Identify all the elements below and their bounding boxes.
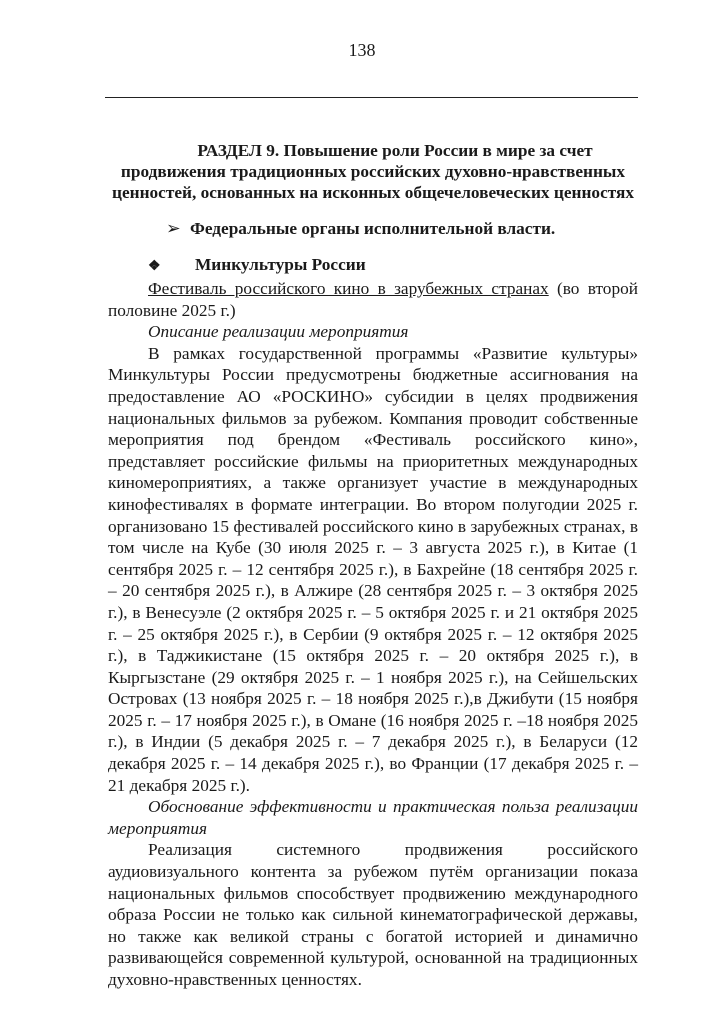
event-heading bbox=[108, 278, 638, 321]
description-text: В рамках государственной программы «Развитие культуры» Минкультуры России предусмотрены бюджетные ассигнования на предоставление АО «РОСКИНО» субсидии в целях продвижения национальных фильмов за рубежом. Компания проводит собственные мероприятия под брендом «Фестиваль российского кино», представляет российские фильмы на приоритетных международных киномероприятиях, а также организует участие в международных кинофестивалях в формате интеграции. Во втором полугодии 2025 г. организовано 15 фестивалей российского кино в зарубежных странах, в том числе на Кубе (30 июля 2025 г. – 3 августа 2025 г.), в Китае (1 сентября 2025 г. – 12 сентября 2025 г.), в Бахрейне (18 сентября 2025 г. – 20 сентября 2025 г.), в Алжире (28 сентября 2025 г. – 3 октября 2025 г.), в Венесуэле (2 октября 2025 г. – 5 октября 2025 г. и 21 октября 2025 г. – 25 октября 2025 г.), в Сербии (9 октября 2025 г. – 12 октября 2025 г.), в Таджикистане (15 октября 2025 г. – 20 октября 2025 г.), в Кыргызстане (29 октября 2025 г. – 1 ноября 2025 г.), на Сейшельских Островах (13 ноября 2025 г. – 18 ноября 2025 г.),в Джибути (15 ноября 2025 г. – 17 ноября 2025 г.), в Омане (16 ноября 2025 г. –18 ноября 2025 г.), в Индии (5 декабря 2025 г. – 7 декабря 2025 г.), в Беларуси (12 декабря 2025 г. – 14 декабря 2025 г.), во Франции (17 декабря 2025 г. – 21 декабря 2025 г.). bbox=[108, 343, 638, 795]
justification-heading: Обоснование эффективности и практическая польза реализации мероприятия bbox=[108, 797, 638, 838]
event-title: Фестиваль российского кино в зарубежных странах bbox=[148, 279, 549, 298]
event-period: (во второй половине 2025 г.) bbox=[108, 279, 638, 320]
ministry-heading bbox=[108, 254, 638, 278]
justification-text: Реализация системного продвижения российского аудиовизуального контента за рубежом путём организации показа национальных фильмов способствует продвижению международного образа России не только как сильной кинематографической державы, но также как великой страны с богатой историей и динамично развивающейся современной культурой, основанной на традиционных духовно-нравственных ценностях. bbox=[108, 840, 638, 989]
description-heading: Описание реализации мероприятия bbox=[148, 322, 409, 342]
four-diamond-bullet-icon: ❖ bbox=[148, 259, 161, 274]
agency-group-label: Федеральные органы исполнительной власти. bbox=[190, 219, 556, 238]
section-title-line-1: РАЗДЕЛ 9. Повышение роли России в мире за счет bbox=[197, 141, 593, 160]
section-title bbox=[108, 140, 638, 203]
section-title-line-2: продвижения традиционных российских духовно-нравственных bbox=[120, 162, 626, 181]
page-content bbox=[108, 140, 638, 991]
agency-group-heading bbox=[108, 218, 638, 240]
section-title-line-3: ценностей, основанных на исконных общечеловеческих ценностях bbox=[112, 183, 634, 202]
page-number: 138 bbox=[348, 40, 376, 60]
arrow-bullet-icon: ➢ bbox=[166, 219, 181, 238]
header-rule bbox=[105, 97, 638, 98]
ministry-label: Минкультуры России bbox=[195, 255, 366, 274]
